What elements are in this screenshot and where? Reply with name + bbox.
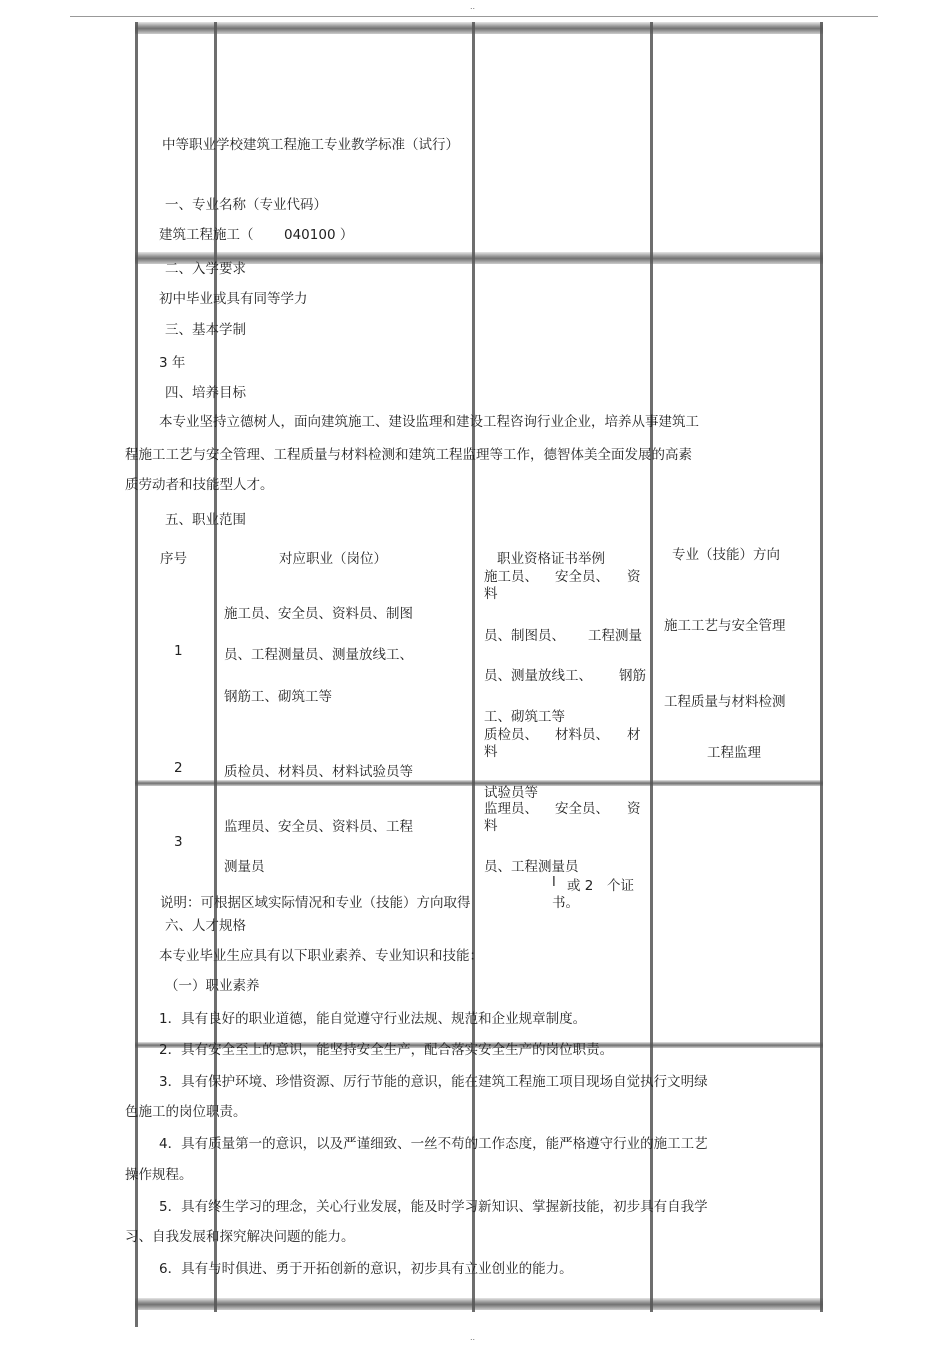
- section-4-heading: 四、培养目标: [165, 385, 246, 401]
- table-row2-cert-1a: 质检员、: [484, 727, 538, 743]
- section-6-subheading: （一）职业素养: [165, 978, 260, 994]
- table-row3-cert-1d: 料: [484, 818, 498, 834]
- table-row1-cert-2a: 员、制图员、: [484, 628, 565, 644]
- section-5-heading: 五、职业范围: [165, 512, 246, 528]
- table-row1-job-2: 员、工程测量员、测量放线工、: [224, 647, 413, 663]
- item-4-line-2: 操作规程。: [125, 1167, 193, 1183]
- artifact-band-bottom: [135, 1298, 823, 1310]
- table-row1-job-1: 施工员、安全员、资料员、制图: [224, 606, 413, 622]
- table-header-direction: 专业（技能）方向: [672, 547, 780, 563]
- table-row1-cert-1c: 资: [627, 569, 641, 585]
- table-row1-cert-1a: 施工员、: [484, 569, 538, 585]
- table-header-seq: 序号: [160, 551, 187, 567]
- table-note-b1: l: [552, 874, 556, 890]
- table-row2-cert-1d: 料: [484, 744, 498, 760]
- table-row1-cert-3b: 钢筋: [619, 668, 646, 684]
- artifact-band-top: [135, 22, 823, 34]
- table-row2-cert-1c: 材: [627, 727, 641, 743]
- artifact-vline-5: [820, 22, 823, 1312]
- table-row3-cert-2: 员、工程测量员: [484, 859, 579, 875]
- artifact-band-2: [135, 780, 823, 786]
- header-rule: [70, 16, 878, 17]
- item-2: 2．具有安全至上的意识，能坚持安全生产，配合落实安全生产的岗位职责。: [159, 1042, 614, 1058]
- table-header-cert: 职业资格证书举例: [497, 551, 605, 567]
- table-row1-cert-3a: 员、测量放线工、: [484, 668, 592, 684]
- table-row1-direction-1: 施工工艺与安全管理: [664, 618, 786, 634]
- table-header-job: 对应职业（岗位）: [279, 551, 387, 567]
- table-row1-seq: 1: [174, 643, 183, 659]
- table-row2-seq: 2: [174, 760, 183, 776]
- table-row3-seq: 3: [174, 834, 183, 850]
- item-6: 6．具有与时俱进、勇于开拓创新的意识，初步具有立业创业的能力。: [159, 1261, 573, 1277]
- section-2-heading: 二、入学要求: [165, 261, 246, 277]
- section-2-body: 初中毕业或具有同等学力: [159, 291, 308, 307]
- section-1-code: 040100 ）: [284, 227, 354, 243]
- table-row3-job-1: 监理员、安全员、资料员、工程: [224, 819, 413, 835]
- table-row2-direction: 工程质量与材料检测: [664, 694, 786, 710]
- header-mark: ..: [470, 2, 476, 11]
- table-note: 说明：可根据区域实际情况和专业（技能）方向取得: [160, 895, 471, 911]
- table-row3-cert-1c: 资: [627, 801, 641, 817]
- table-note-b2: 或 2: [567, 878, 594, 894]
- table-note-b3: 个证: [607, 878, 634, 894]
- table-row1-cert-1d: 料: [484, 586, 498, 602]
- table-row2-job: 质检员、材料员、材料试验员等: [224, 764, 413, 780]
- table-row1-cert-1b: 安全员、: [555, 569, 609, 585]
- item-5-line-2: 习、自我发展和探究解决问题的能力。: [125, 1229, 355, 1245]
- artifact-vline-3: [472, 22, 475, 1312]
- table-row3-direction: 工程监理: [707, 745, 761, 761]
- table-row3-job-2: 测量员: [224, 859, 265, 875]
- table-row1-job-3: 钢筋工、砌筑工等: [224, 689, 332, 705]
- table-row3-cert-1a: 监理员、: [484, 801, 538, 817]
- section-3-body: 3 年: [159, 355, 186, 371]
- item-1: 1．具有良好的职业道德，能自觉遵守行业法规、规范和企业规章制度。: [159, 1011, 587, 1027]
- table-row1-cert-2b: 工程测量: [588, 628, 642, 644]
- table-row1-cert-4: 工、砌筑工等: [484, 709, 565, 725]
- section-1-heading: 一、专业名称（专业代码）: [165, 197, 327, 213]
- artifact-vline-1: [135, 22, 138, 1327]
- table-row3-cert-1b: 安全员、: [555, 801, 609, 817]
- item-5-line-1: 5．具有终生学习的理念，关心行业发展，能及时学习新知识、掌握新技能，初步具有自我学: [159, 1199, 708, 1215]
- section-4-line-2: 程施工工艺与安全管理、工程质量与材料检测和建筑工程监理等工作，德智体美全面发展的高素: [125, 447, 692, 463]
- section-3-heading: 三、基本学制: [165, 322, 246, 338]
- section-6-heading: 六、人才规格: [165, 918, 246, 934]
- section-4-line-1: 本专业坚持立德树人，面向建筑施工、建设监理和建设工程咨询行业企业，培养从事建筑工: [159, 414, 699, 430]
- table-row2-cert-1b: 材料员、: [555, 727, 609, 743]
- artifact-vline-4: [650, 22, 653, 1312]
- section-6-intro: 本专业毕业生应具有以下职业素养、专业知识和技能：: [159, 948, 483, 964]
- table-note-b4: 书。: [552, 895, 579, 911]
- section-1-name: 建筑工程施工（: [159, 227, 254, 243]
- doc-title: 中等职业学校建筑工程施工专业教学标准（试行）: [162, 137, 459, 153]
- section-4-line-3: 质劳动者和技能型人才。: [125, 477, 274, 493]
- item-4-line-1: 4．具有质量第一的意识，以及严谨细致、一丝不苟的工作态度，能严格遵守行业的施工工艺: [159, 1136, 708, 1152]
- item-3-line-1: 3．具有保护环境、珍惜资源、厉行节能的意识，能在建筑工程施工项目现场自觉执行文明绿: [159, 1074, 708, 1090]
- footer-mark: ..: [470, 1333, 476, 1342]
- table-row2-cert-2: 试验员等: [484, 785, 538, 801]
- item-3-line-2: 色施工的岗位职责。: [125, 1104, 247, 1120]
